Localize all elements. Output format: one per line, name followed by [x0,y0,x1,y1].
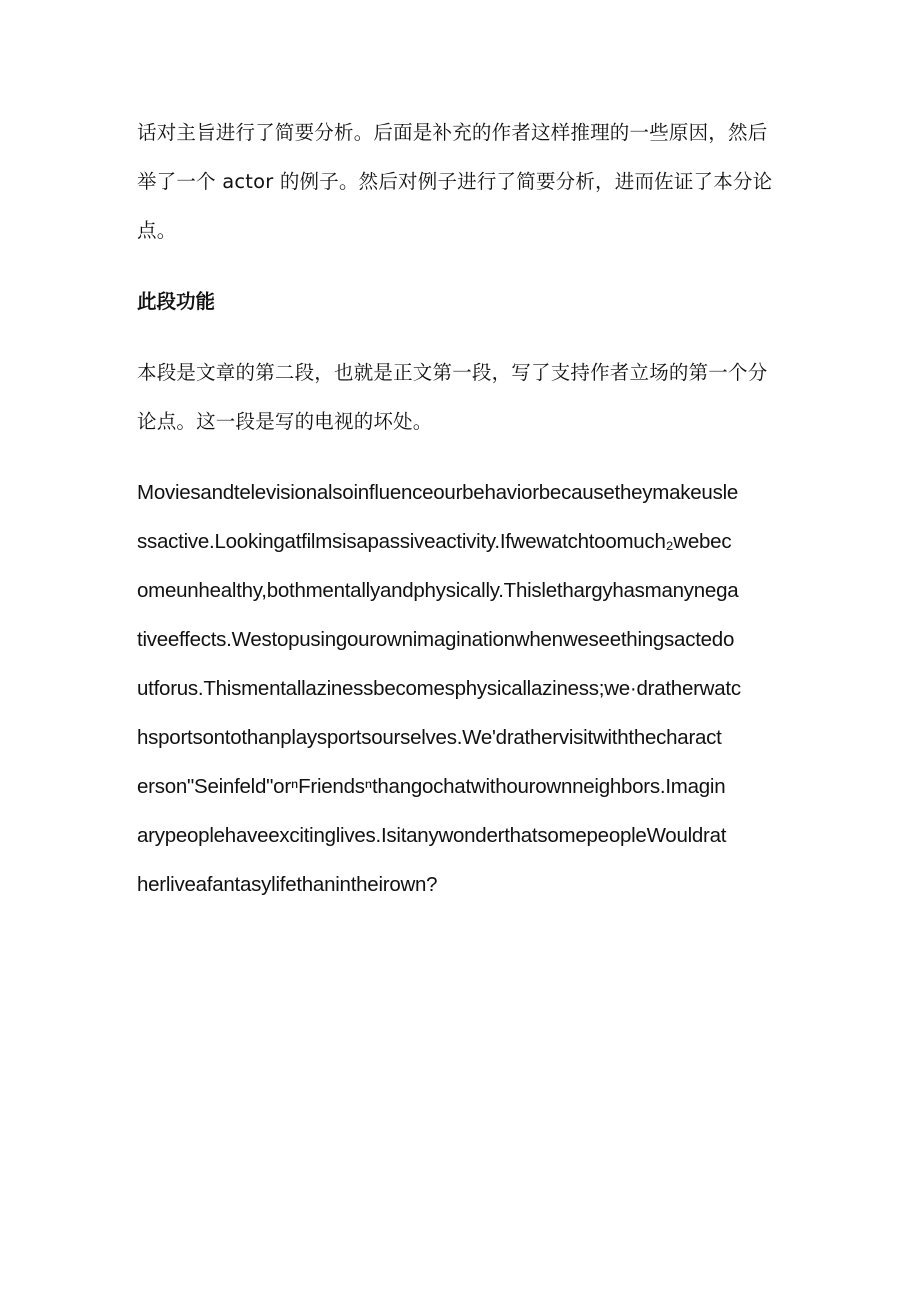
function-paragraph [137,348,787,446]
paragraph-line: 点。 [137,219,177,242]
paragraph-line: 本段是文章的第二段，也就是正文第一段，写了支持作者立场的第一个分 [137,361,768,384]
paragraph-line: 论点。这一段是写的电视的坏处。 [137,410,433,433]
document-body [137,108,787,909]
passage-line: ssactive.Lookingatfilmsisapassiveactivity.Ifwewatchtoomuch₂webec [137,530,732,553]
passage-line: Moviesandtelevisionalsoinfluenceourbehaviorbecausetheymakeusle [137,481,739,504]
english-passage [137,468,787,909]
passage-line: omeunhealthy,bothmentallyandphysically.Thislethargyhasmanynega [137,579,739,602]
paragraph-line: 话对主旨进行了简要分析。后面是补充的作者这样推理的一些原因，然后 [137,121,768,144]
paragraph-line: 举了一个 actor 的例子。然后对例子进行了简要分析，进而佐证了本分论 [137,170,773,193]
passage-line: utforus.Thismentallazinessbecomesphysicallaziness;we·dratherwatc [137,677,741,700]
passage-line: herliveafantasylifethanintheirown? [137,873,438,896]
passage-line: erson"Seinfeld"orⁿFriendsⁿthangochatwithourownneighbors.Imagin [137,775,726,798]
passage-line: tiveeffects.Westopusingourownimaginationwhenweseethingsactedo [137,628,735,651]
analysis-paragraph [137,108,787,255]
passage-line: arypeoplehaveexcitinglives.IsitanywonderthatsomepeopleWouldrat [137,824,727,847]
section-heading: 此段功能 [137,290,216,313]
passage-line: hsportsontothanplaysportsourselves.We'drathervisitwiththecharact [137,726,722,749]
